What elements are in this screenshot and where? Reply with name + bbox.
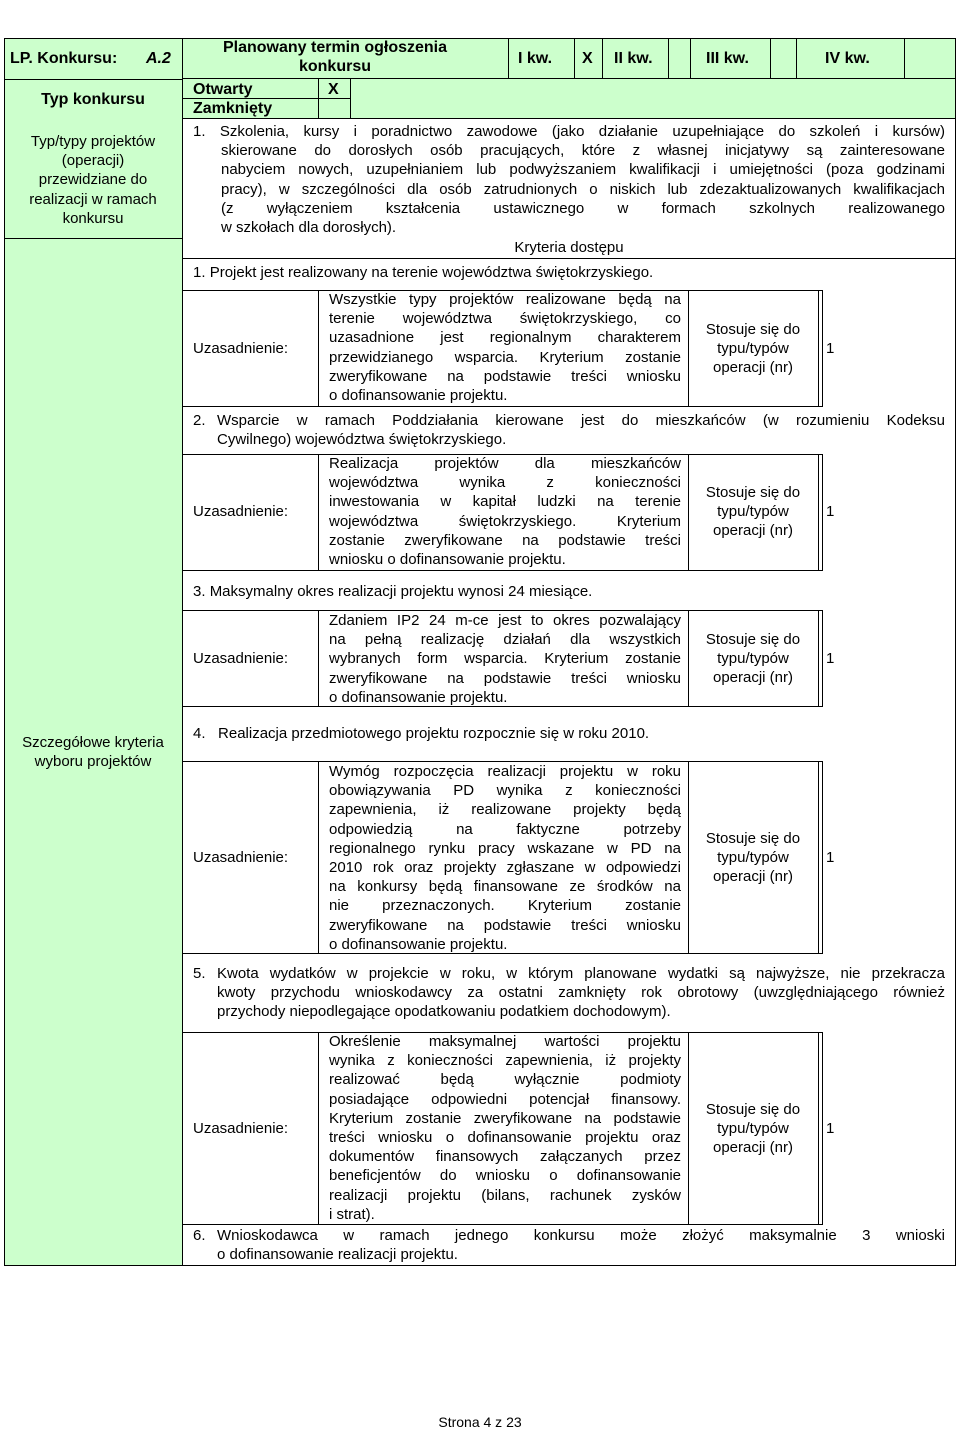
rule [4, 79, 182, 80]
uzasadnienie-label: Uzasadnienie: [193, 1120, 289, 1137]
rule [4, 38, 956, 39]
criteria-heading: Kryteria dostępu [514, 239, 624, 256]
quarter-3-label: III kw. [706, 50, 749, 67]
criterion-2-applies-to: 1 [826, 503, 835, 520]
criterion-3-title: 3. Maksymalny okres realizacji projektu wynosi 24 miesiące. [193, 583, 593, 600]
criterion-3-applies-to: 1 [826, 650, 835, 667]
rule [690, 38, 691, 79]
typ-konkursu-label: Typ konkursu [41, 91, 145, 108]
criterion-6-title: 6. Wnioskodawca w ramach jednego konkursu może złożyć maksymalnie 3 wnioski o dofinansowanie realizacji projektu. [193, 1227, 945, 1264]
quarter-2-label: II kw. [614, 50, 653, 67]
rule [796, 38, 797, 79]
rule [182, 258, 956, 259]
rule [818, 610, 819, 707]
rule [318, 761, 319, 954]
rule [508, 38, 509, 79]
rule [818, 1032, 819, 1225]
rule [318, 78, 319, 118]
project-type-text: 1. Szkolenia, kursy i poradnictwo zawodowe (jako działanie uzupełniające do szkoleń i kursów) skierowane do dorosłych osób pracujących, które z własnej inicjatywy są zainteresowane nabyciem nowych, uzupełnianiem lub podwyższaniem kwalifikacji i umiejętności (poza godzinami pracy), w szczególności dla osób zatrudnionych o niskich lub zdezaktualizowanych kwalifikacjach (z wyłączeniem kształcenia ustawicznego w formach szkolnych realizowanego w szkołach dla dorosłych). [193, 123, 945, 237]
rule [818, 290, 819, 407]
criterion-4-title: 4. Realizacja przedmiotowego projektu rozpocznie się w roku 2010. [193, 725, 650, 742]
criterion-4-applies-to: 1 [826, 849, 835, 866]
rule [182, 98, 350, 99]
page-number: Strona 4 z 23 [438, 1414, 522, 1430]
rule [318, 290, 319, 407]
rule [668, 38, 669, 79]
rule [904, 38, 905, 79]
criterion-5-justification: Określenie maksymalnej wartości projektu wynika z konieczności zapewnienia, iż projekty realizować będą wyłącznie podmioty posiadające odpowiedni potencjał finansowy. Kryterium zostanie zweryfikowane na podstawie treści wniosku o dofinansowanie projektu oraz dokumentów finansowych załączanych przez beneficjentów do wniosku o dofinansowanie realizacji projektu (bilans, rachunek zysków i strat). [329, 1033, 681, 1223]
criterion-4-justification: Wymóg rozpoczęcia realizacji projektu w roku obowiązywania PD wynika z konieczności zapewnienia, iż realizowane projekty będą odpowiedzią na faktyczne potrzeby regionalnego rynku pracy wskazane w PD na 2010 rok oraz projekty zgłaszane w odpowiedzi na konkursy będą finansowane ze środków na nie przeznaczonych. Kryterium zostanie zweryfikowane na podstawie treści wniosku o dofinansowanie projektu. [329, 763, 681, 953]
criterion-1-justification: Wszystkie typy projektów realizowane będą na terenie województwa świętokrzyskiego, co uzasadnione jest regionalnym charakterem przewidzianego wsparcia. Kryterium zostanie zweryfikowane na podstawie treści wniosku o dofinansowanie projektu. [329, 291, 681, 405]
rule [4, 238, 182, 239]
criterion-5-applies-to: 1 [826, 1120, 835, 1137]
quarter-1-label: I kw. [518, 50, 553, 67]
criterion-2-title: 2. Wsparcie w ramach Poddziałania kierowane jest do mieszkańców (w rozumieniu Kodeksu Cywilnego) województwa świętokrzyskiego. [193, 412, 945, 449]
stosuje-label: Stosuje się do typu/typów operacji (nr) [705, 830, 801, 886]
criteria-label: Szczegółowe kryteria wyboru projektów [22, 734, 164, 771]
project-types-label: Typ/typy projektów (operacji) przewidziane do realizacji w ramach konkursu [29, 133, 157, 227]
rule [318, 1032, 319, 1225]
uzasadnienie-label: Uzasadnienie: [193, 340, 289, 357]
rule [818, 454, 819, 571]
lp-value: A.2 [146, 50, 171, 67]
rule [818, 761, 819, 954]
otwarty-label: Otwarty [193, 81, 253, 98]
rule [4, 1265, 956, 1266]
stosuje-label: Stosuje się do typu/typów operacji (nr) [705, 1101, 801, 1157]
rule [602, 38, 603, 79]
stosuje-label: Stosuje się do typu/typów operacji (nr) [705, 484, 801, 540]
rule [770, 38, 771, 79]
rule [182, 78, 956, 79]
rule [318, 454, 319, 571]
stosuje-label: Stosuje się do typu/typów operacji (nr) [705, 631, 801, 687]
uzasadnienie-label: Uzasadnienie: [193, 650, 289, 667]
uzasadnienie-label: Uzasadnienie: [193, 849, 289, 866]
zamkniety-label: Zamknięty [193, 100, 273, 117]
planned-term-label: Planowany termin ogłoszenia konkursu [222, 39, 448, 75]
lp-label: LP. Konkursu: [10, 50, 118, 67]
otwarty-mark: X [328, 81, 339, 98]
criterion-3-justification: Zdaniem IP2 24 m-ce jest to okres pozwalający na pełną realizację działań dla wszystkich wybranych form wsparcia. Kryterium zostanie zweryfikowane na podstawie treści wniosku o dofinansowanie projektu. [329, 612, 681, 706]
quarter-1-mark: X [582, 50, 593, 67]
rule [318, 610, 319, 707]
rule [955, 38, 956, 1266]
criterion-2-justification: Realizacja projektów dla mieszkańców województwa wynika z konieczności inwestowania w kapitał ludzki na terenie województwa świętokrzyskiego. Kryterium zostanie zweryfikowane na podstawie treści wniosku o dofinansowanie projektu. [329, 455, 681, 569]
criterion-1-title: 1. Projekt jest realizowany na terenie województwa świętokrzyskiego. [193, 264, 654, 281]
left-column [4, 118, 182, 1266]
rule [4, 38, 5, 1266]
rule [574, 38, 575, 79]
uzasadnienie-label: Uzasadnienie: [193, 503, 289, 520]
quarter-4-label: IV kw. [825, 50, 870, 67]
criterion-1-applies-to: 1 [826, 340, 835, 357]
stosuje-label: Stosuje się do typu/typów operacji (nr) [705, 321, 801, 377]
criterion-5-title: 5. Kwota wydatków w projekcie w roku, w którym planowane wydatki są najwyższe, nie przekracza kwoty przychodu wnioskodawcy za ostatni zamknięty rok obrotowy (uwzględniającego również przychody niepodlegające opodatkowaniu podatkiem dochodowym). [193, 965, 945, 1021]
rule [350, 78, 351, 118]
